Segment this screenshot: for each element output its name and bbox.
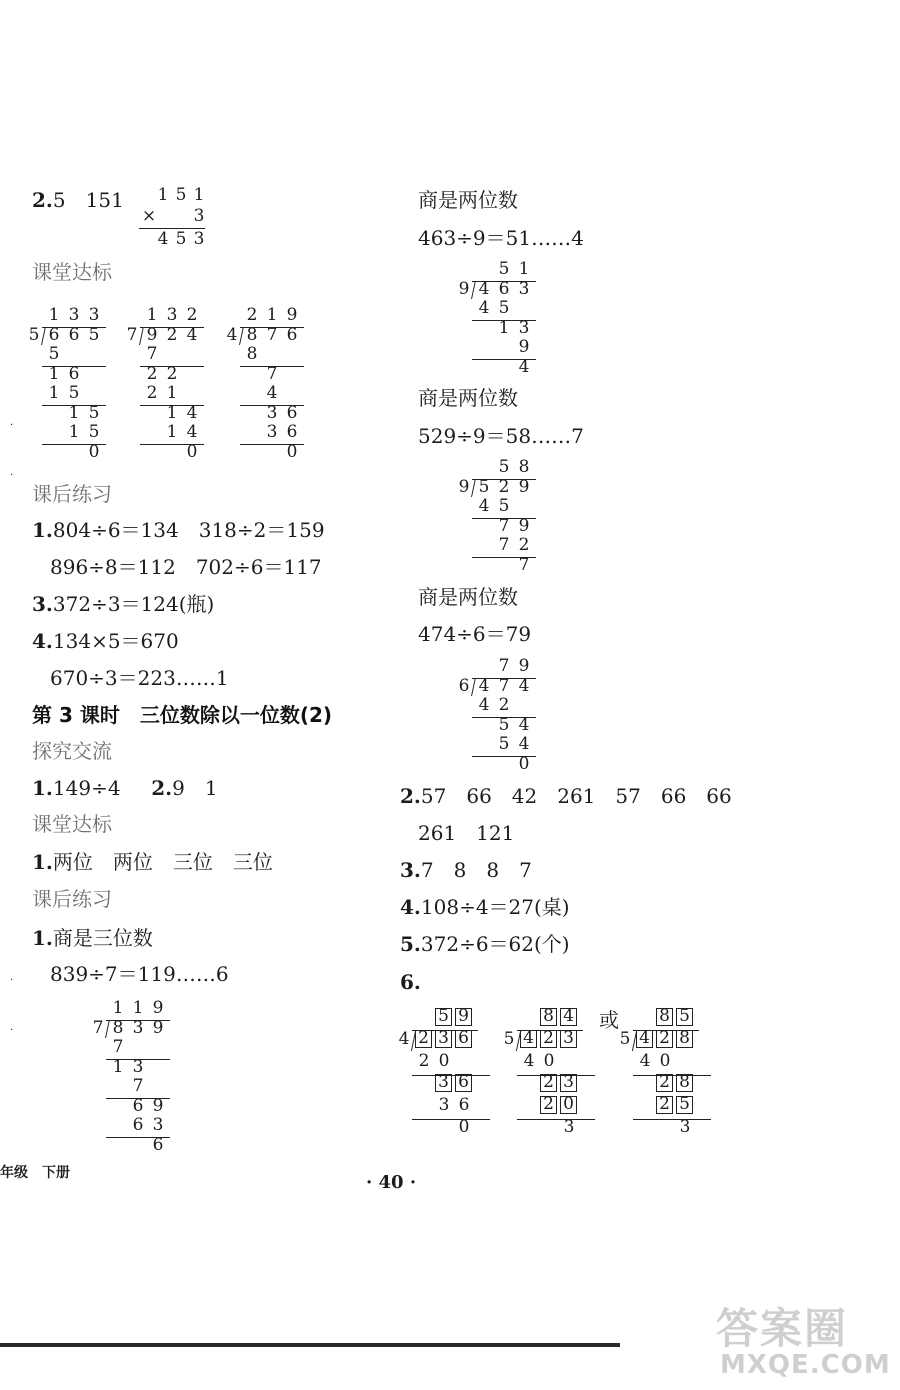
step-digit: 5 xyxy=(88,422,100,442)
quotient-digit: 9 xyxy=(518,656,530,676)
answer-text: 134×5＝670 xyxy=(52,629,179,653)
quotient-digit: 3 xyxy=(88,305,100,325)
quotient-digit: 9 xyxy=(152,998,164,1018)
answer-line: 261 121 xyxy=(418,821,515,845)
step-digit: 5 xyxy=(498,298,510,318)
subtraction-line xyxy=(517,1119,595,1120)
footer-grade: 年级 下册 xyxy=(0,1165,70,1181)
step-digit: 9 xyxy=(518,515,530,536)
answer-box xyxy=(676,1008,693,1026)
box-digit: 8 xyxy=(659,1006,670,1026)
dividend-digit: 9 xyxy=(152,1017,164,1038)
step-digit: 6 xyxy=(132,1095,144,1116)
long-division-3 xyxy=(226,306,316,466)
box-digit: 4 xyxy=(523,1028,534,1048)
step-digit: 2 xyxy=(166,363,178,384)
quotient-digit: 1 xyxy=(266,305,278,325)
divisor: 9 xyxy=(458,476,470,497)
question-number: 4. xyxy=(32,629,53,653)
divisor: 5 xyxy=(619,1029,631,1049)
long-division-c xyxy=(458,657,558,777)
divisor: 4 xyxy=(226,324,238,345)
box-digit: 5 xyxy=(679,1006,690,1026)
step-digit: 9 xyxy=(152,1095,164,1116)
answer-box xyxy=(435,1008,452,1026)
answer-text: 372÷3＝124(瓶) xyxy=(52,592,215,616)
lesson-title: 第 3 课时 三位数除以一位数(2) xyxy=(32,703,333,727)
question-number: 1. xyxy=(32,518,53,542)
answer-box xyxy=(540,1008,557,1026)
dividend-digit: 6 xyxy=(68,324,80,345)
step-digit: 4 xyxy=(518,734,530,754)
dividend-digit: 6 xyxy=(498,278,510,299)
step-digit: 0 xyxy=(286,441,298,462)
dividend-digit: 4 xyxy=(518,675,530,696)
answer-box xyxy=(676,1074,693,1092)
step-digit: 7 xyxy=(112,1037,124,1057)
answer-line xyxy=(32,592,214,616)
watermark-logo: 答案圈 xyxy=(716,1304,849,1353)
quotient-digit: 8 xyxy=(518,457,530,477)
question-number: 3. xyxy=(32,592,53,616)
dividend-digit: 8 xyxy=(246,324,258,345)
answer-heading: 商是两位数 xyxy=(418,188,518,212)
answer-box xyxy=(676,1030,693,1048)
quotient-digit: 7 xyxy=(498,656,510,676)
dividend-digit: 3 xyxy=(518,278,530,299)
dividend-digit: 4 xyxy=(186,324,198,345)
question-text: 5 151 xyxy=(52,188,124,212)
step-digit: 1 xyxy=(68,402,80,423)
answer-text: 804÷6＝134 318÷2＝159 xyxy=(52,518,325,542)
answer-line xyxy=(32,850,273,874)
step-digit: 2 xyxy=(418,1051,430,1071)
step-digit: 6 xyxy=(286,402,298,423)
step-digit: 3 xyxy=(266,422,278,442)
step-digit: 5 xyxy=(498,496,510,516)
step-digit: 7 xyxy=(146,344,158,364)
box-digit: 5 xyxy=(679,1094,690,1114)
box-digit: 3 xyxy=(438,1072,449,1092)
step-digit: 3 xyxy=(152,1115,164,1135)
dividend-digit: 8 xyxy=(112,1017,124,1038)
box-digit: 3 xyxy=(563,1028,574,1048)
step-digit: 5 xyxy=(88,402,100,423)
digit: 1 xyxy=(193,185,205,205)
step-digit: 1 xyxy=(48,363,60,384)
boxed-division-3 xyxy=(619,1008,719,1158)
quotient-digit: 3 xyxy=(68,305,80,325)
quotient-digit: 3 xyxy=(166,305,178,325)
box-digit: 8 xyxy=(679,1072,690,1092)
box-digit: 2 xyxy=(659,1028,670,1048)
answer-box xyxy=(435,1074,452,1092)
long-division-1 xyxy=(28,306,118,466)
answer-line: 839÷7＝119……6 xyxy=(50,962,229,986)
box-digit: 2 xyxy=(659,1072,670,1092)
question-number: 2. xyxy=(32,188,53,212)
step-digit: 3 xyxy=(679,1117,691,1137)
answer-line xyxy=(32,629,179,653)
answer-line xyxy=(32,926,153,950)
step-digit: 6 xyxy=(132,1115,144,1135)
answer-box xyxy=(435,1030,452,1048)
step-digit: 6 xyxy=(152,1134,164,1155)
box-digit: 4 xyxy=(639,1028,650,1048)
step-digit: 4 xyxy=(478,695,490,715)
answer-box xyxy=(656,1008,673,1026)
dividend-digit: 4 xyxy=(478,278,490,299)
vertical-multiplication xyxy=(143,186,213,250)
quotient-digit: 2 xyxy=(186,305,198,325)
step-digit: 0 xyxy=(438,1051,450,1071)
section-heading: 课后练习 xyxy=(32,482,112,506)
answer-box xyxy=(540,1096,557,1114)
boxed-division-1 xyxy=(398,1008,498,1158)
answer-line xyxy=(400,784,732,808)
question-number: 2. xyxy=(400,784,421,808)
quotient-digit: 1 xyxy=(146,305,158,325)
step-digit: 8 xyxy=(246,344,258,364)
answer-box xyxy=(676,1096,693,1114)
long-division-4 xyxy=(92,999,182,1159)
section-heading: 探究交流 xyxy=(32,739,112,763)
step-digit: 7 xyxy=(498,535,510,555)
question-number: 1. xyxy=(32,850,53,874)
quotient-digit: 5 xyxy=(498,259,510,279)
answer-equation: 474÷6＝79 xyxy=(418,622,532,646)
box-digit: 5 xyxy=(438,1006,449,1026)
answer-box xyxy=(520,1030,537,1048)
digit: 5 xyxy=(175,229,187,249)
step-digit: 4 xyxy=(186,422,198,442)
dividend-digit: 2 xyxy=(498,476,510,497)
step-digit: 1 xyxy=(166,383,178,403)
scan-mark: · xyxy=(10,975,14,986)
dividend-digit: 5 xyxy=(88,324,100,345)
answer-box xyxy=(560,1030,577,1048)
step-digit: 0 xyxy=(458,1117,470,1137)
answer-box xyxy=(656,1030,673,1048)
question-number: 1. xyxy=(32,926,53,950)
step-digit: 7 xyxy=(498,515,510,536)
answer-text: 7 8 8 7 xyxy=(420,858,532,882)
answer-text: 57 66 42 261 57 66 66 xyxy=(420,784,732,808)
step-digit: 2 xyxy=(146,383,158,403)
long-division-2 xyxy=(126,306,216,466)
dividend-digit: 3 xyxy=(132,1017,144,1038)
step-digit: 2 xyxy=(146,363,158,384)
step-digit: 4 xyxy=(266,383,278,403)
step-digit: 0 xyxy=(518,753,530,774)
scan-mark: · xyxy=(10,1025,14,1036)
answer-line: 670÷3＝223……1 xyxy=(50,666,229,690)
divisor: 4 xyxy=(398,1029,410,1049)
box-digit: 2 xyxy=(543,1072,554,1092)
step-digit: 4 xyxy=(478,496,490,516)
box-digit: 6 xyxy=(458,1028,469,1048)
answer-box xyxy=(636,1030,653,1048)
times-sign: × xyxy=(141,206,157,226)
dividend-digit: 5 xyxy=(478,476,490,497)
long-division-a xyxy=(458,260,558,380)
answer-box xyxy=(455,1074,472,1092)
answer-line xyxy=(32,776,218,800)
divisor: 7 xyxy=(92,1017,104,1038)
step-digit: 4 xyxy=(523,1051,535,1071)
answer-box xyxy=(415,1030,432,1048)
dividend-digit: 9 xyxy=(518,476,530,497)
step-digit: 4 xyxy=(518,356,530,377)
box-digit: 3 xyxy=(563,1072,574,1092)
answer-box xyxy=(656,1074,673,1092)
step-digit: 1 xyxy=(166,422,178,442)
bottom-rule xyxy=(0,1343,620,1347)
answer-box xyxy=(560,1074,577,1092)
dividend-digit: 4 xyxy=(478,675,490,696)
subtraction-line xyxy=(412,1119,490,1120)
answer-box xyxy=(656,1096,673,1114)
step-digit: 4 xyxy=(186,402,198,423)
step-digit: 6 xyxy=(286,422,298,442)
or-label: 或 xyxy=(599,1008,619,1032)
quotient-digit: 1 xyxy=(132,998,144,1018)
step-digit: 0 xyxy=(543,1051,555,1071)
digit: 4 xyxy=(157,229,169,249)
step-digit: 1 xyxy=(48,383,60,403)
answer-box xyxy=(455,1030,472,1048)
dividend-digit: 6 xyxy=(48,324,60,345)
answer-text: 商是三位数 xyxy=(52,926,153,950)
answer-line: 896÷8＝112 702÷6＝117 xyxy=(50,555,322,579)
quotient-digit: 2 xyxy=(246,305,258,325)
box-digit: 0 xyxy=(563,1094,574,1114)
section-heading: 课堂达标 xyxy=(32,260,112,284)
quotient-digit: 1 xyxy=(518,259,530,279)
divisor: 5 xyxy=(28,324,40,345)
box-digit: 2 xyxy=(659,1094,670,1114)
step-digit: 1 xyxy=(498,317,510,338)
question-number: 2. xyxy=(151,776,173,800)
step-digit: 5 xyxy=(498,734,510,754)
answer-heading: 商是两位数 xyxy=(418,585,518,609)
question-number: 3. xyxy=(400,858,421,882)
section-heading: 课堂达标 xyxy=(32,812,112,836)
step-digit: 2 xyxy=(518,535,530,555)
digit: 3 xyxy=(193,206,205,226)
step-digit: 4 xyxy=(478,298,490,318)
step-digit: 0 xyxy=(88,441,100,462)
question-2-line xyxy=(32,188,124,212)
step-digit: 7 xyxy=(132,1076,144,1096)
watermark-url: MXQE.COM xyxy=(720,1350,891,1380)
step-digit: 4 xyxy=(639,1051,651,1071)
step-digit: 5 xyxy=(68,383,80,403)
answer-box xyxy=(455,1008,472,1026)
step-digit: 7 xyxy=(518,554,530,575)
answer-line xyxy=(400,858,532,882)
dividend-digit: 7 xyxy=(498,675,510,696)
digit: 5 xyxy=(175,185,187,205)
step-digit: 3 xyxy=(518,317,530,338)
dividend-digit: 9 xyxy=(146,324,158,345)
quotient-digit: 1 xyxy=(112,998,124,1018)
answer-box xyxy=(560,1096,577,1114)
answer-text: 9 1 xyxy=(172,776,218,800)
box-digit: 9 xyxy=(458,1006,469,1026)
scan-mark: · xyxy=(10,420,14,431)
subtraction-line xyxy=(633,1119,711,1120)
step-digit: 9 xyxy=(518,337,530,357)
question-number: 6. xyxy=(400,970,421,994)
answer-equation: 529÷9＝58……7 xyxy=(418,424,584,448)
answer-text: 149÷4 xyxy=(52,776,121,800)
step-digit: 2 xyxy=(498,695,510,715)
digit: 3 xyxy=(193,229,205,249)
step-digit: 3 xyxy=(266,402,278,423)
boxed-division-2 xyxy=(503,1008,603,1158)
step-digit: 1 xyxy=(166,402,178,423)
quotient-digit: 1 xyxy=(48,305,60,325)
long-division-b xyxy=(458,458,558,578)
step-digit: 4 xyxy=(518,714,530,735)
answer-box xyxy=(540,1030,557,1048)
step-digit: 5 xyxy=(498,714,510,735)
dividend-digit: 2 xyxy=(166,324,178,345)
box-digit: 4 xyxy=(563,1006,574,1026)
step-digit: 1 xyxy=(112,1056,124,1077)
divisor: 5 xyxy=(503,1029,515,1049)
box-digit: 2 xyxy=(418,1028,429,1048)
box-digit: 8 xyxy=(679,1028,690,1048)
box-digit: 3 xyxy=(438,1028,449,1048)
divisor: 6 xyxy=(458,675,470,696)
scan-mark: · xyxy=(10,470,14,481)
answer-text: 108÷4＝27(桌) xyxy=(420,895,570,919)
answer-line xyxy=(400,932,570,956)
step-digit: 3 xyxy=(438,1095,450,1115)
quotient-digit: 5 xyxy=(498,457,510,477)
question-number: 5. xyxy=(400,932,421,956)
step-digit: 0 xyxy=(659,1051,671,1071)
step-digit: 3 xyxy=(132,1056,144,1077)
answer-heading: 商是两位数 xyxy=(418,386,518,410)
step-digit: 6 xyxy=(68,363,80,384)
answer-line xyxy=(400,895,570,919)
box-digit: 2 xyxy=(543,1094,554,1114)
step-digit: 0 xyxy=(186,441,198,462)
step-digit: 3 xyxy=(563,1117,575,1137)
step-digit: 1 xyxy=(68,422,80,442)
dividend-digit: 6 xyxy=(286,324,298,345)
answer-equation: 463÷9＝51……4 xyxy=(418,226,584,250)
box-digit: 2 xyxy=(543,1028,554,1048)
dividend-digit: 7 xyxy=(266,324,278,345)
answer-line xyxy=(32,518,325,542)
answer-box xyxy=(540,1074,557,1092)
digit: 1 xyxy=(157,185,169,205)
answer-text: 372÷6＝62(个) xyxy=(420,932,570,956)
divisor: 9 xyxy=(458,278,470,299)
box-digit: 8 xyxy=(543,1006,554,1026)
quotient-digit: 9 xyxy=(286,305,298,325)
step-digit: 7 xyxy=(266,363,278,384)
section-heading: 课后练习 xyxy=(32,887,112,911)
step-digit: 5 xyxy=(48,344,60,364)
question-number: 1. xyxy=(32,776,53,800)
page-number: · 40 · xyxy=(366,1172,417,1193)
answer-box xyxy=(560,1008,577,1026)
answer-text: 两位 两位 三位 三位 xyxy=(52,850,273,874)
divisor: 7 xyxy=(126,324,138,345)
box-digit: 6 xyxy=(458,1072,469,1092)
question-number: 4. xyxy=(400,895,421,919)
step-digit: 6 xyxy=(458,1095,470,1115)
